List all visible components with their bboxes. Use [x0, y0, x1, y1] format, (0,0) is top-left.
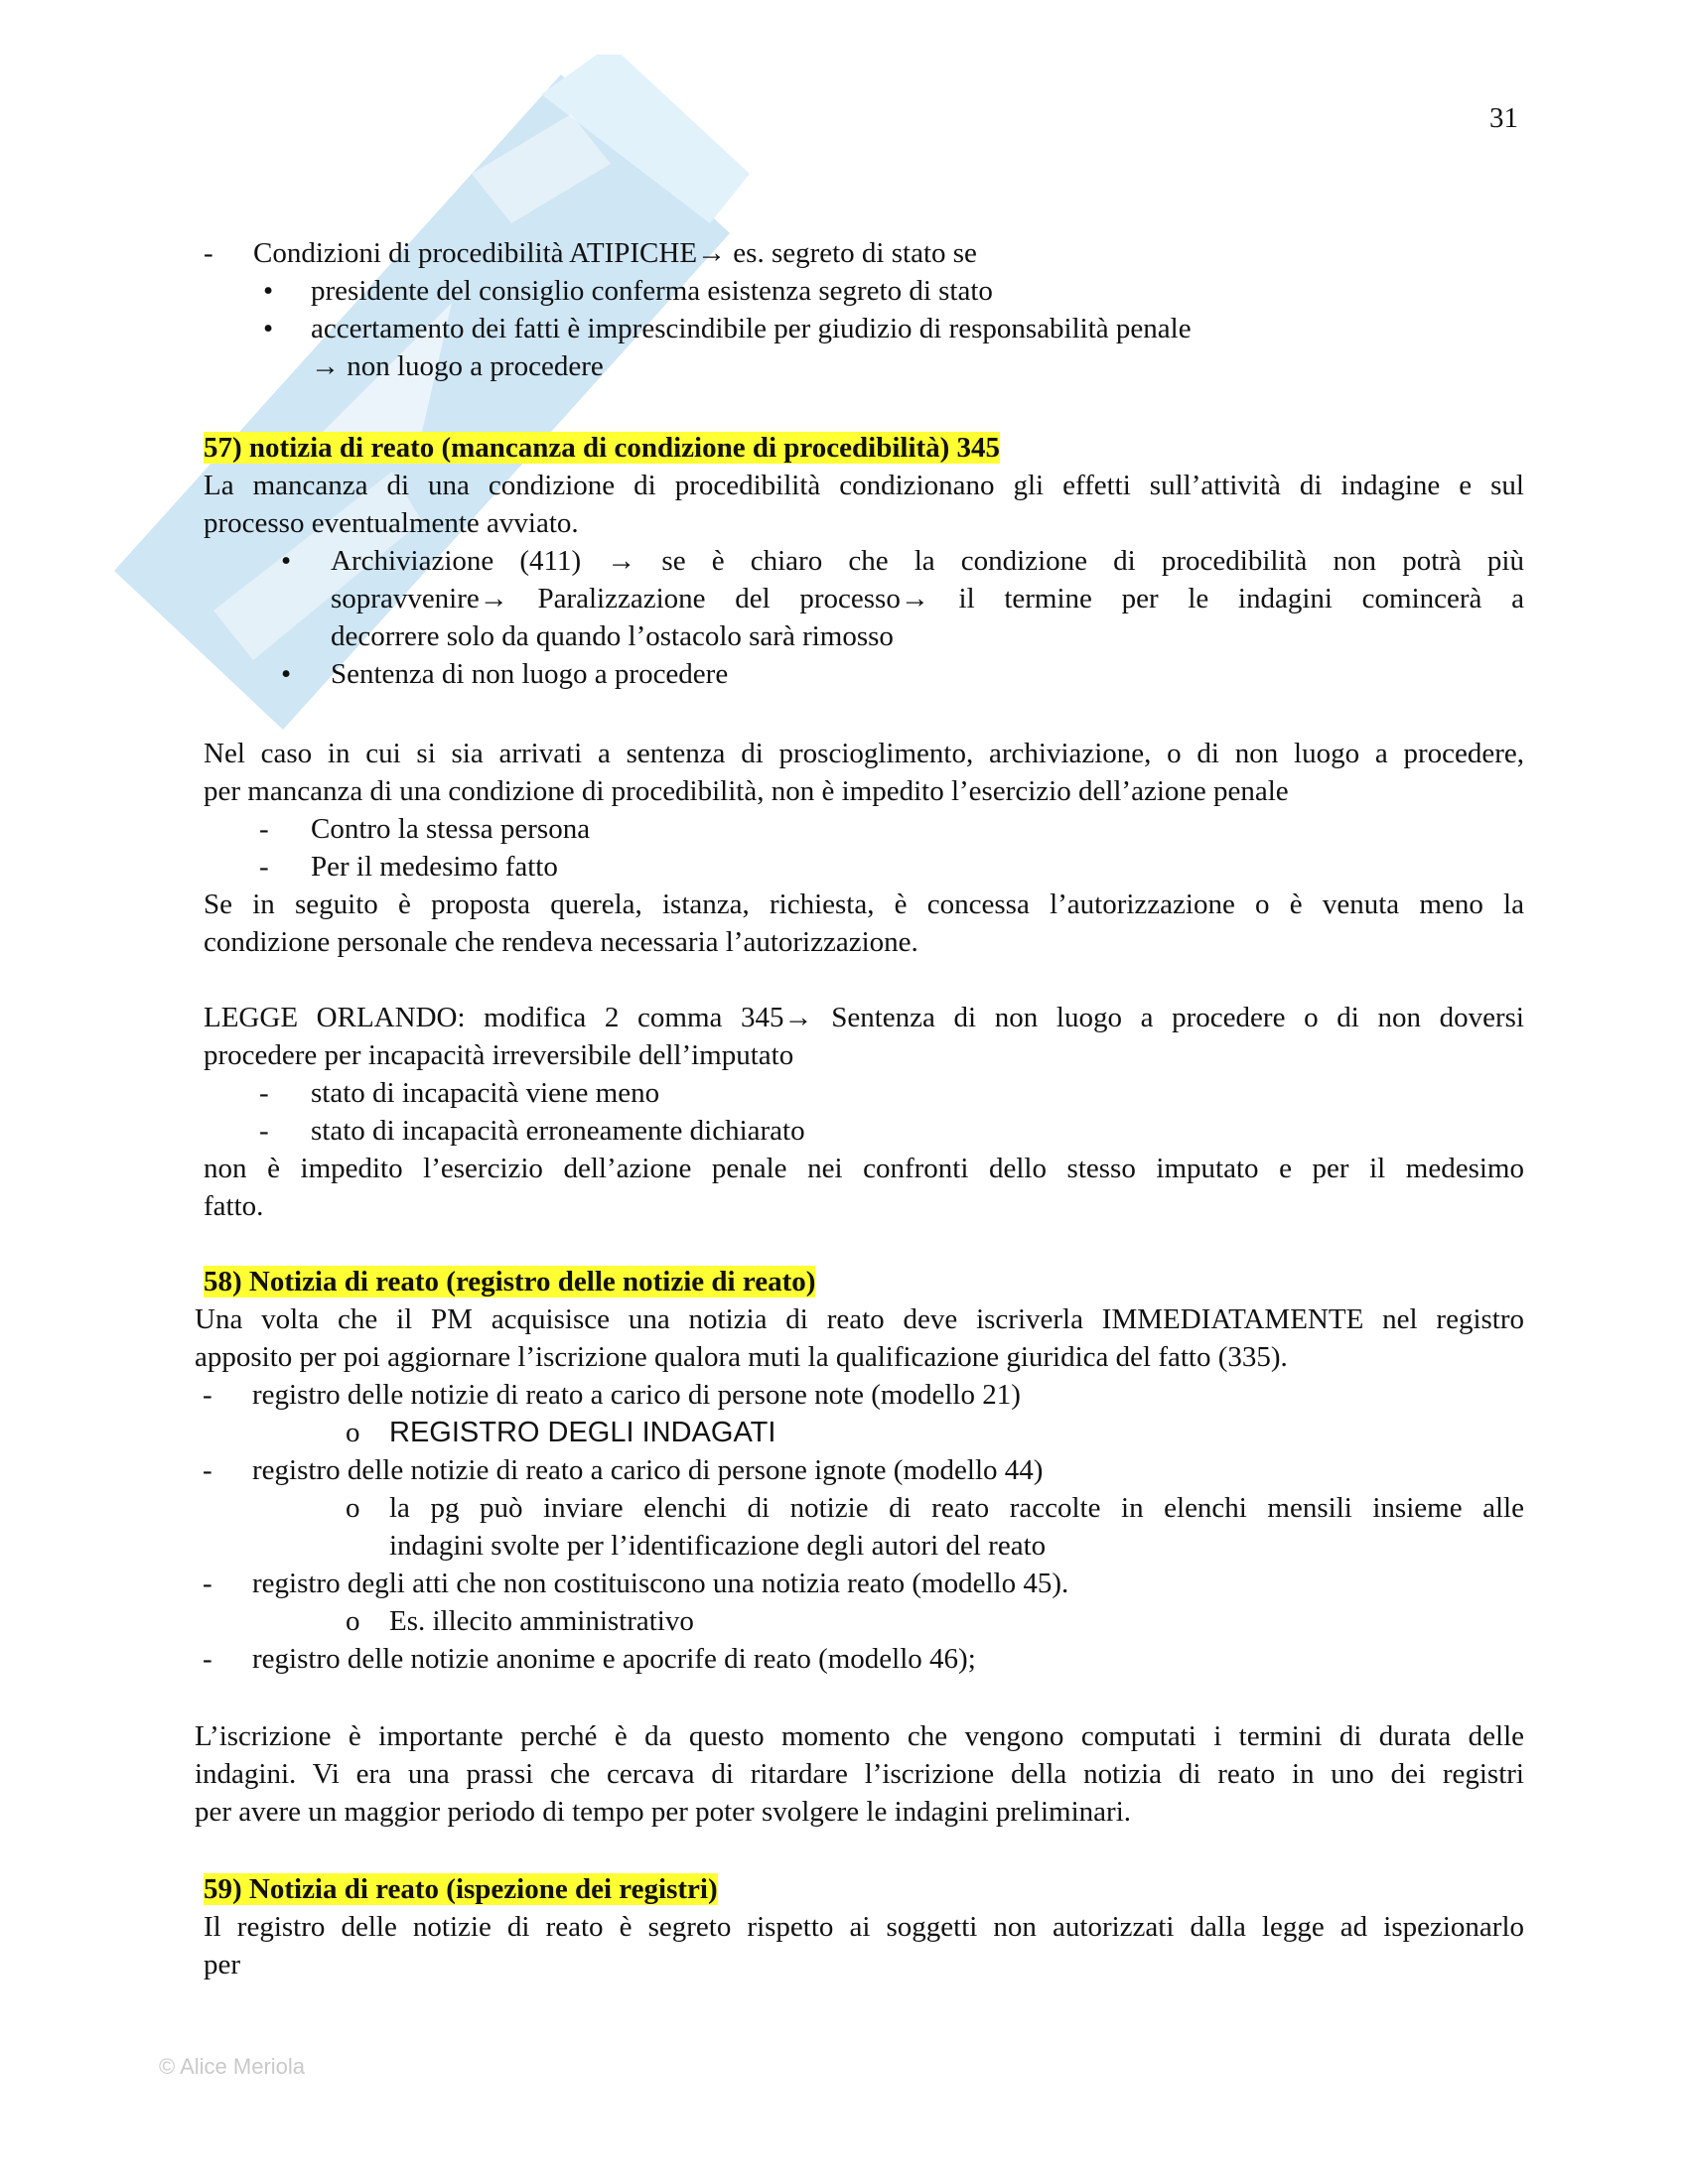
bullet-item — [204, 655, 1524, 693]
paragraph-line: Il registro delle notizie di reato è segreto rispetto ai soggetti non autorizzati dalla legge ad ispezionarlo — [204, 1911, 1524, 1943]
dash-text: registro delle notizie anonime e apocrife di reato (modello 46); — [252, 1643, 976, 1675]
dash-text: Per il medesimo fatto — [311, 851, 558, 883]
paragraph-line: apposito per poi aggiornare l’iscrizione qualora muti la qualificazione giuridica del fatto (335). — [195, 1341, 1288, 1373]
dash-marker: - — [203, 1379, 212, 1411]
dash-text: registro delle notizie di reato a carico di persone note (modello 21) — [252, 1379, 1021, 1411]
paragraph-line: per avere un maggior periodo di tempo per poter svolgere le indagini preliminari. — [195, 1796, 1131, 1828]
bullet-marker: • — [263, 313, 274, 344]
paragraph-line: L’iscrizione è importante perché è da questo momento che vengono computati i termini di durata delle — [195, 1720, 1524, 1752]
footer-credit: © Alice Meriola — [159, 2054, 306, 2079]
paragraph-line: LEGGE ORLANDO: modifica 2 comma 345→ Sentenza di non luogo a procedere o di non doversi — [204, 1002, 1524, 1033]
circle-marker: o — [346, 1492, 360, 1524]
paragraph-line: procedere per incapacità irreversibile dell’imputato — [204, 1039, 794, 1071]
circle-marker: o — [346, 1417, 360, 1448]
dash-item — [195, 1376, 1524, 1414]
page-number: 31 — [1489, 102, 1518, 134]
dash-marker: - — [203, 1454, 212, 1486]
section-58 — [195, 1263, 1524, 1678]
bullet-item — [204, 542, 1524, 655]
bullet-marker: • — [281, 545, 292, 577]
dash-marker: - — [203, 1643, 212, 1675]
dash-marker: - — [259, 1077, 269, 1109]
dash-marker: - — [203, 1568, 212, 1599]
paragraph-legge-orlando — [204, 999, 1524, 1225]
dash-item — [204, 848, 1524, 886]
paragraph-line: Se in seguito è proposta querela, istanza, richiesta, è concessa l’autorizzazione o è venuta meno la — [204, 888, 1524, 920]
dash-item — [195, 1451, 1524, 1489]
dash-marker: - — [259, 851, 269, 883]
dash-item — [204, 1074, 1524, 1112]
section-59-heading: 59) Notizia di reato (ispezione dei registri) — [204, 1873, 718, 1905]
bullet-text: Sentenza di non luogo a procedere — [331, 658, 729, 690]
paragraph-iscrizione — [195, 1717, 1524, 1831]
sub-item-text: indagini svolte per l’identificazione degli autori del reato — [389, 1530, 1047, 1562]
dash-marker: - — [259, 1115, 269, 1147]
sub-item — [195, 1414, 1524, 1451]
paragraph-line: non è impedito l’esercizio dell’azione penale nei confronti dello stesso imputato e per il medesimo — [204, 1153, 1524, 1184]
bullet-continuation: → non luogo a procedere — [311, 350, 604, 382]
paragraph-line: per mancanza di una condizione di procedibilità, non è impedito l’esercizio dell’azione penale — [204, 775, 1289, 807]
paragraph-line: fatto. — [204, 1190, 264, 1222]
paragraph-line: La mancanza di una condizione di procedibilità condizionano gli effetti sull’attività di indagine e sul — [204, 470, 1524, 501]
bullet-text: accertamento dei fatti è imprescindibile per giudizio di responsabilità penale — [311, 313, 1192, 344]
bullet-item — [204, 272, 1524, 310]
bullet-text: sopravvenire→ Paralizzazione del processo→ il termine per le indagini comincerà a — [331, 583, 1524, 614]
sub-item — [195, 1489, 1524, 1565]
dash-marker: - — [259, 813, 269, 845]
dash-text: Condizioni di procedibilità ATIPICHE→ es. segreto di stato se — [253, 237, 977, 269]
paragraph-proscioglimento — [204, 735, 1524, 961]
dash-text: stato di incapacità viene meno — [311, 1077, 660, 1109]
dash-item — [204, 1112, 1524, 1150]
bullet-marker: • — [263, 275, 274, 307]
paragraph-line: indagini. Vi era una prassi che cercava di ritardare l’iscrizione della notizia di reato in uno dei registri — [195, 1758, 1524, 1790]
paragraph-line: Una volta che il PM acquisisce una notizia di reato deve iscriverla IMMEDIATAMENTE nel registro — [195, 1303, 1524, 1335]
dash-item — [195, 1565, 1524, 1602]
dash-item — [204, 234, 1524, 272]
bullet-text: presidente del consiglio conferma esistenza segreto di stato — [311, 275, 993, 307]
sub-item-text: REGISTRO DEGLI INDAGATI — [389, 1417, 776, 1448]
section-56-condizioni — [204, 234, 1524, 385]
dash-text: registro delle notizie di reato a carico di persone ignote (modello 44) — [252, 1454, 1044, 1486]
bullet-marker: • — [281, 658, 292, 690]
paragraph-line: per — [204, 1949, 241, 1980]
dash-marker: - — [204, 237, 213, 269]
paragraph-line: processo eventualmente avviato. — [204, 507, 579, 539]
bullet-text: decorrere solo da quando l’ostacolo sarà rimosso — [331, 620, 894, 652]
dash-text: stato di incapacità erroneamente dichiarato — [311, 1115, 805, 1147]
section-58-heading: 58) Notizia di reato (registro delle notizie di reato) — [204, 1266, 816, 1297]
section-59 — [204, 1870, 1524, 1983]
paragraph-line: condizione personale che rendeva necessaria l’autorizzazione. — [204, 926, 918, 958]
section-57 — [204, 429, 1524, 693]
dash-item — [204, 810, 1524, 848]
circle-marker: o — [346, 1605, 360, 1637]
section-57-heading: 57) notizia di reato (mancanza di condizione di procedibilità) 345 — [204, 432, 1001, 464]
bullet-text: Archiviazione (411) → se è chiaro che la condizione di procedibilità non potrà più — [331, 545, 1524, 577]
dash-text: Contro la stessa persona — [311, 813, 591, 845]
sub-item — [195, 1602, 1524, 1640]
paragraph-line: Nel caso in cui si sia arrivati a sentenza di proscioglimento, archiviazione, o di non luogo a procedere, — [204, 738, 1524, 769]
sub-item-text: la pg può inviare elenchi di notizie di reato raccolte in elenchi mensili insieme alle — [389, 1492, 1524, 1524]
dash-text: registro degli atti che non costituiscono una notizia reato (modello 45). — [252, 1568, 1069, 1599]
dash-item — [195, 1640, 1524, 1678]
bullet-item — [204, 310, 1524, 347]
sub-item-text: Es. illecito amministrativo — [389, 1605, 694, 1637]
